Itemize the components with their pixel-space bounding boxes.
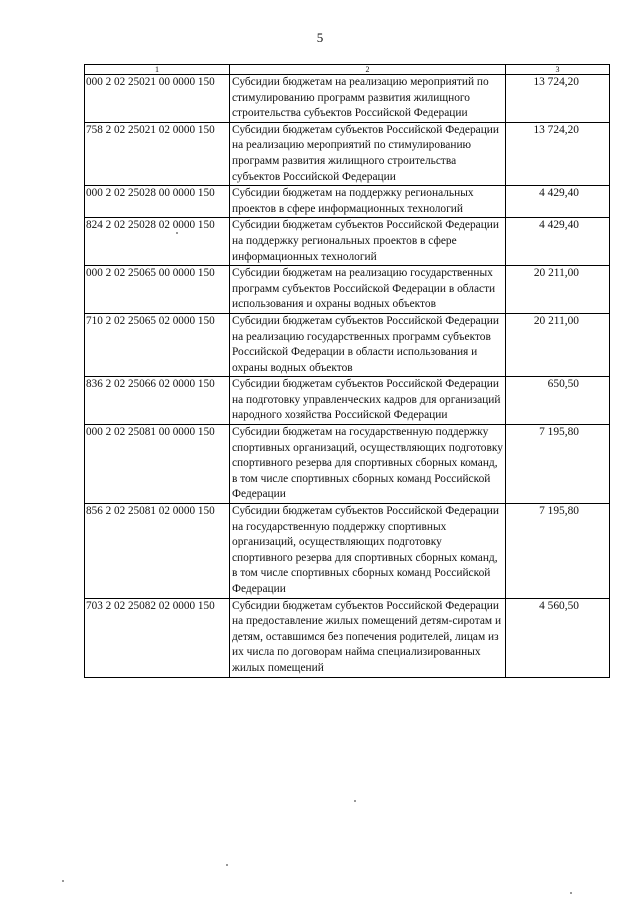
row-name: Субсидии бюджетам на государственную поддержку спортивных организаций, осуществляющих подготовку спортивного резерва для спортивных сборных команд, в том числе спортивных сборных команд Российской Федерации: [230, 425, 506, 504]
row-name: Субсидии бюджетам субъектов Российской Федерации на реализацию мероприятий по стимулированию программ развития жилищного строительства субъектов Российской Федерации: [230, 122, 506, 185]
table-row: [85, 425, 610, 504]
row-code: 824 2 02 25028 02 0000 150: [85, 218, 230, 266]
scan-speck: [226, 864, 228, 866]
table-row: [85, 313, 610, 376]
row-name: Субсидии бюджетам субъектов Российской Федерации на подготовку управленческих кадров для организаций народного хозяйства Российской Федерации: [230, 377, 506, 425]
row-amount: 20 211,00: [506, 266, 610, 314]
row-amount: 7 195,80: [506, 425, 610, 504]
table-row: [85, 377, 610, 425]
row-amount: 4 429,40: [506, 186, 610, 218]
row-code: 758 2 02 25021 02 0000 150: [85, 122, 230, 185]
row-amount: 650,50: [506, 377, 610, 425]
row-amount: 4 560,50: [506, 598, 610, 677]
header-row: [85, 65, 610, 75]
row-name: Субсидии бюджетам субъектов Российской Федерации на государственную поддержку спортивных организаций, осуществляющих подготовку спортивного резерва для спортивных сборных команд, в том числе спортивных сборных команд Российской Федерации: [230, 504, 506, 599]
row-name: Субсидии бюджетам на реализацию мероприятий по стимулированию программ развития жилищного строительства субъектов Российской Федерации: [230, 75, 506, 123]
scan-speck: [354, 800, 356, 802]
scan-speck: [570, 892, 572, 894]
scan-speck: [176, 232, 178, 234]
column-header-code: 1: [85, 65, 230, 75]
column-header-name: 2: [230, 65, 506, 75]
row-name: Субсидии бюджетам субъектов Российской Федерации на реализацию государственных программ субъектов Российской Федерации в области использования и охраны водных объектов: [230, 313, 506, 376]
row-amount: 13 724,20: [506, 122, 610, 185]
budget-table: [84, 64, 610, 678]
row-code: 000 2 02 25028 00 0000 150: [85, 186, 230, 218]
table-row: [85, 122, 610, 185]
row-name: Субсидии бюджетам на реализацию государственных программ субъектов Российской Федерации в области использования и охраны водных объектов: [230, 266, 506, 314]
row-name: Субсидии бюджетам на поддержку региональных проектов в сфере информационных технологий: [230, 186, 506, 218]
row-amount: 7 195,80: [506, 504, 610, 599]
row-amount: 20 211,00: [506, 313, 610, 376]
row-name: Субсидии бюджетам субъектов Российской Федерации на поддержку региональных проектов в сфере информационных технологий: [230, 218, 506, 266]
row-code: 000 2 02 25081 00 0000 150: [85, 425, 230, 504]
row-name: Субсидии бюджетам субъектов Российской Федерации на предоставление жилых помещений детям-сиротам и детям, оставшимся без попечения родителей, лицам из их числа по договорам найма специализированных жилых помещений: [230, 598, 506, 677]
row-code: 836 2 02 25066 02 0000 150: [85, 377, 230, 425]
row-code: 710 2 02 25065 02 0000 150: [85, 313, 230, 376]
row-amount: 4 429,40: [506, 218, 610, 266]
row-code: 703 2 02 25082 02 0000 150: [85, 598, 230, 677]
table-row: [85, 218, 610, 266]
row-amount: 13 724,20: [506, 75, 610, 123]
table-row: [85, 186, 610, 218]
table-row: [85, 266, 610, 314]
row-code: 000 2 02 25065 00 0000 150: [85, 266, 230, 314]
row-code: 856 2 02 25081 02 0000 150: [85, 504, 230, 599]
table-row: [85, 504, 610, 599]
table-row: [85, 598, 610, 677]
page-number: 5: [316, 30, 324, 45]
column-header-amount: 3: [506, 65, 610, 75]
table-row: [85, 75, 610, 123]
row-code: 000 2 02 25021 00 0000 150: [85, 75, 230, 123]
scan-speck: [62, 880, 64, 882]
